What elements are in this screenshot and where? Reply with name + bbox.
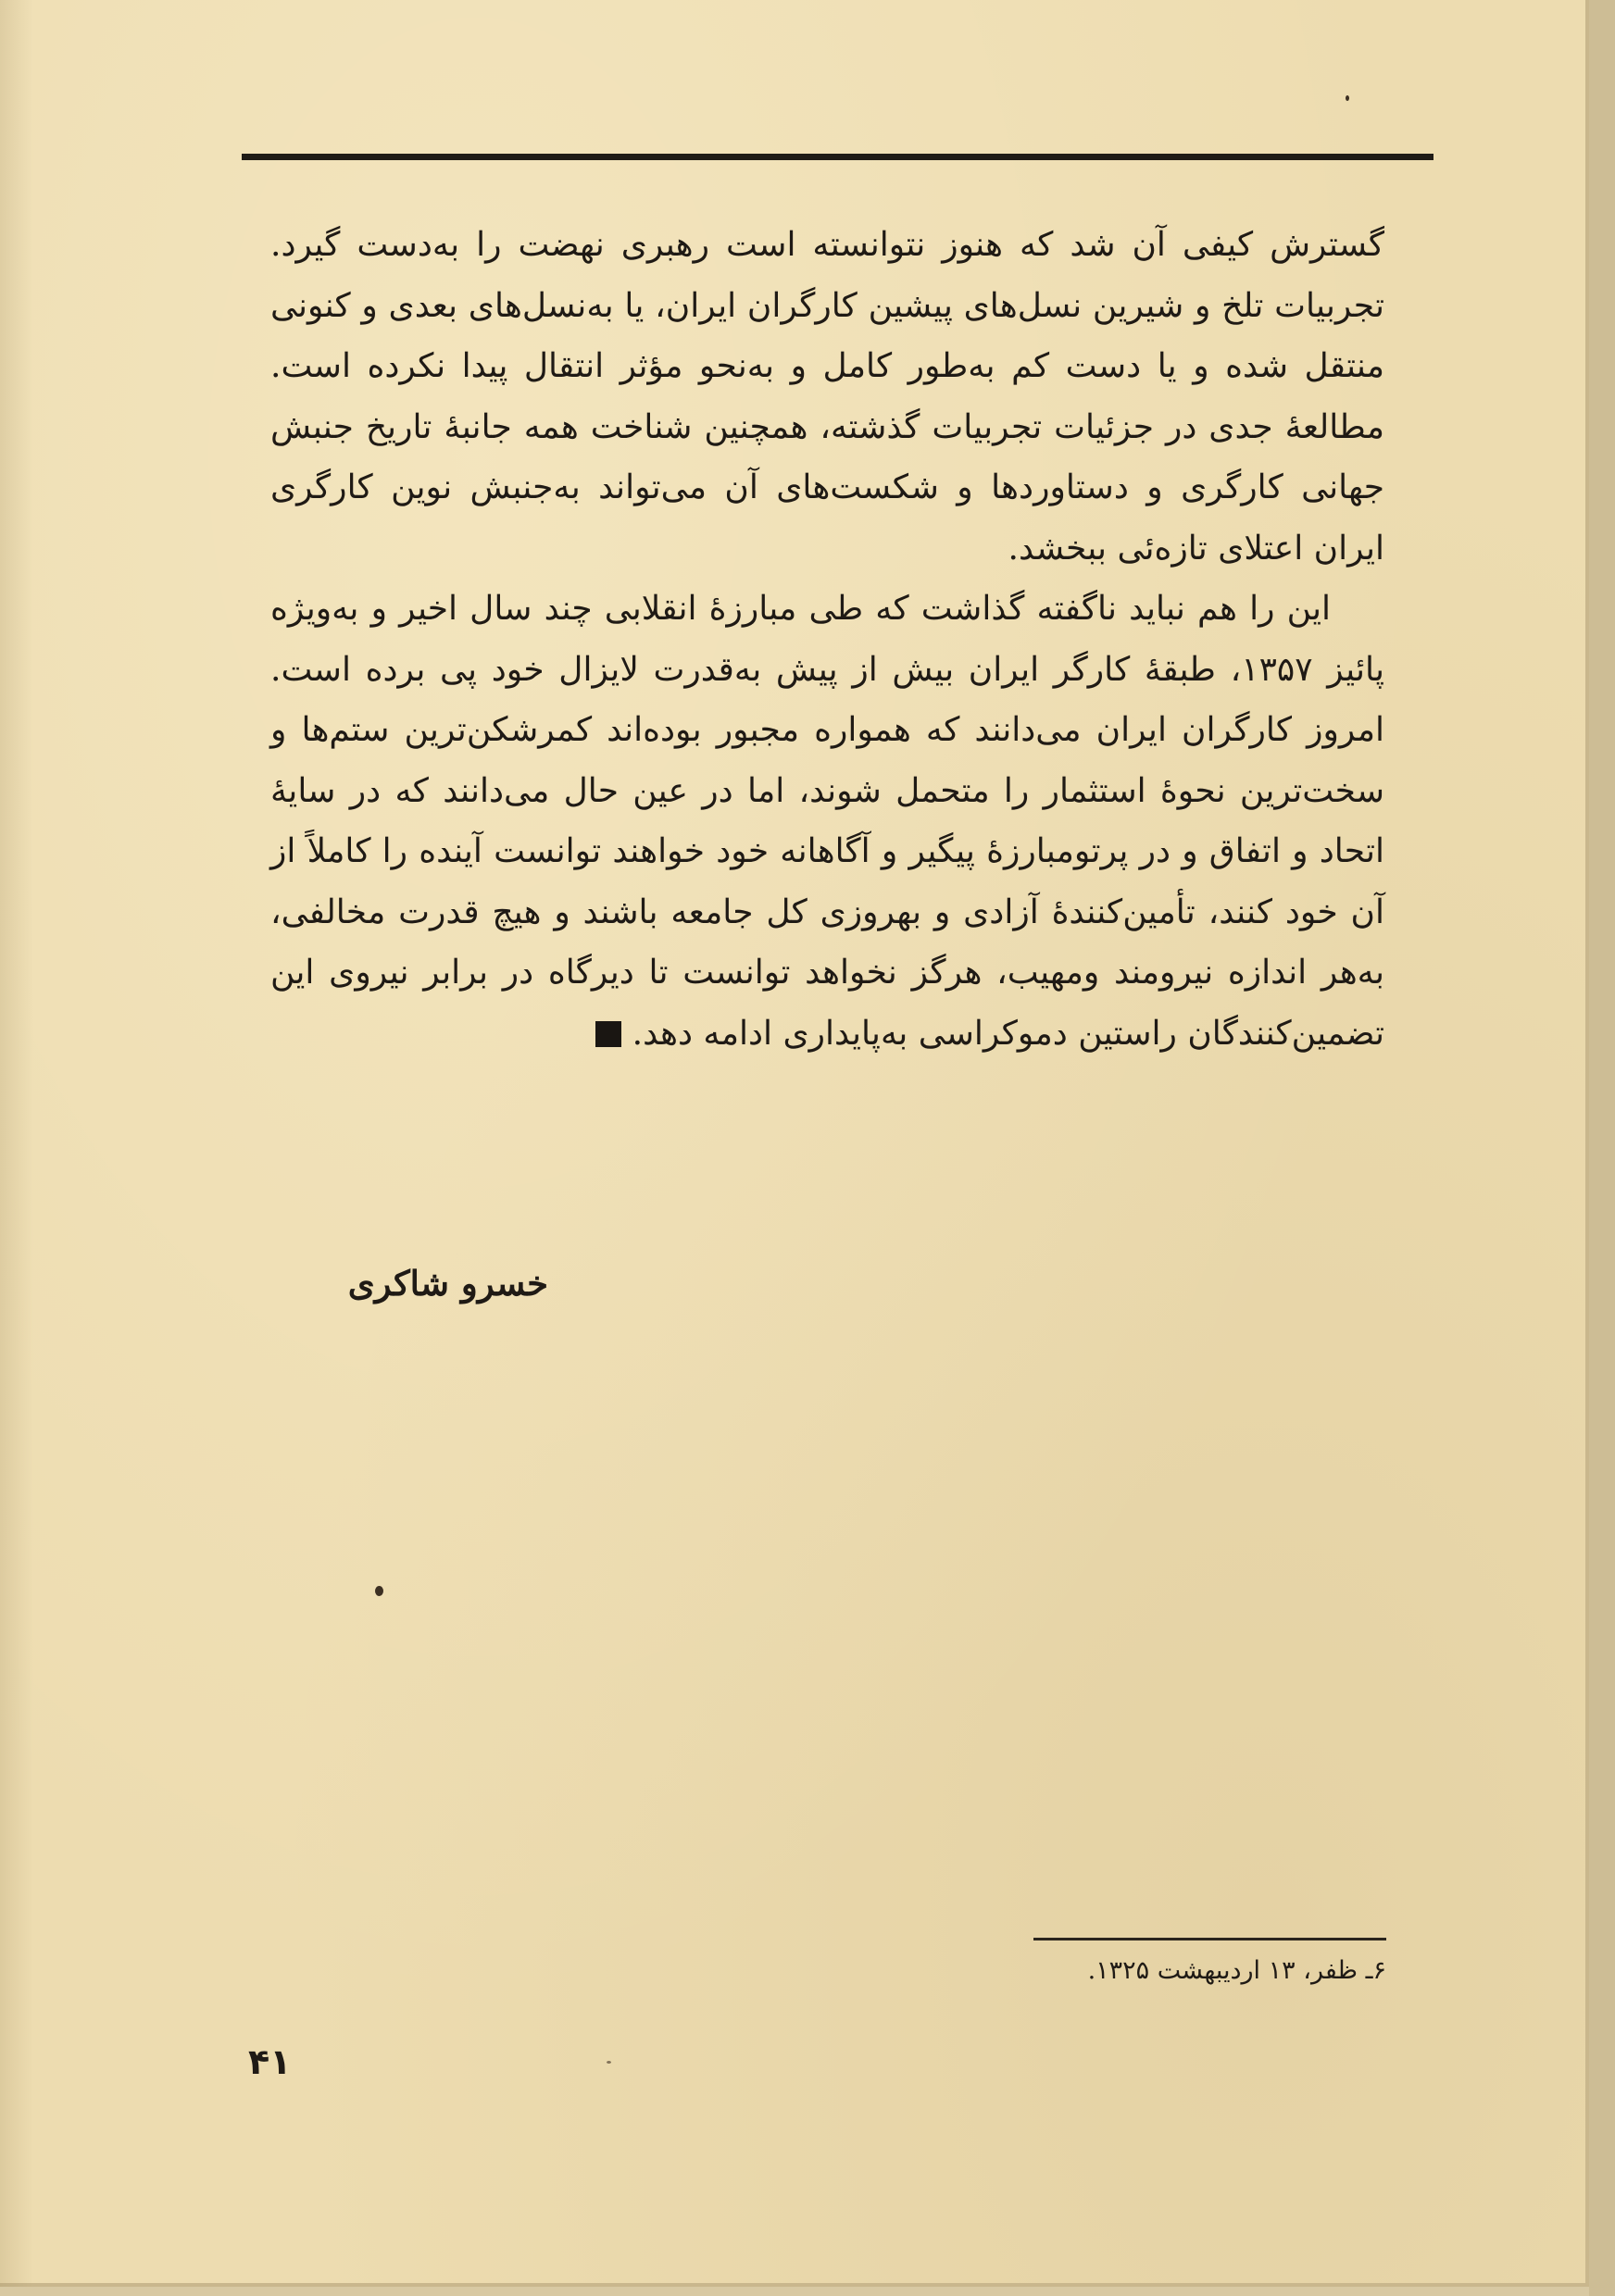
- header-rule: [242, 154, 1433, 160]
- footnote: ۶ـ ظفر، ۱۳ اردیبهشت ۱۳۲۵.: [1087, 1956, 1386, 1985]
- author-signature: خسرو شاکری: [347, 1263, 548, 1304]
- footnote-rule: [1033, 1938, 1386, 1940]
- body-paragraph-2: [270, 579, 1384, 1064]
- paper-speck: [607, 2061, 611, 2064]
- paper-speck: [375, 1586, 383, 1596]
- scan-background-strip: [1589, 0, 1615, 2296]
- body-paragraph-2-text: این را هم نباید ناگفته گذاشت که طی مبارزهٔ انقلابی چند سال اخیر و به‌ویژه پائیز ۱۳۵۷، طبقهٔ کارگر ایران بیش از پیش به‌قدرت لایزال خود پی برده است. امروز کارگران ایران می‌دانند که همواره مجبور بوده‌اند کمرشکن‌ترین ستم‌ها و سخت‌ترین نحوهٔ استثمار را متحمل شوند، اما در عین حال می‌دانند که در سایهٔ اتحاد و اتفاق و در پرتومبارزهٔ پیگیر و آگاهانه خود خواهند توانست آینده را کاملاً از آن خود کنند، تأمین‌کنندهٔ آزادی و بهروزی کل جامعه باشند و هیچ قدرت مخالفی، به‌هر اندازه نیرومند ومهیب، هرگز نخواهد توانست تا دیرگاه در برابر نیروی این تضمین‌کنندگان راستین دموکراسی به‌پایداری ادامه دهد.: [270, 590, 1384, 1053]
- page-fold-shadow: [0, 0, 33, 2287]
- page-number: ۴۱: [248, 2041, 292, 2082]
- paper-speck: [1346, 95, 1349, 101]
- end-of-article-mark: [595, 1021, 621, 1047]
- body-paragraph-1: گسترش کیفی آن شد که هنوز نتوانسته است رهبری نهضت را به‌دست گیرد. تجربیات تلخ و شیرین نسل‌های پیشین کارگران ایران، یا به‌نسل‌های بعدی و کنونی منتقل شده و یا دست کم به‌طور کامل و به‌نحو مؤثر انتقال پیدا نکرده است. مطالعهٔ جدی در جزئیات تجربیات گذشته، همچنین شناخت همه جانبهٔ تاریخ جنبش جهانی کارگری و دستاوردها و شکست‌های آن می‌تواند به‌جنبش نوین کارگری ایران اعتلای تازه‌ئی ببخشد.: [270, 226, 1384, 568]
- article-body: [270, 215, 1384, 1064]
